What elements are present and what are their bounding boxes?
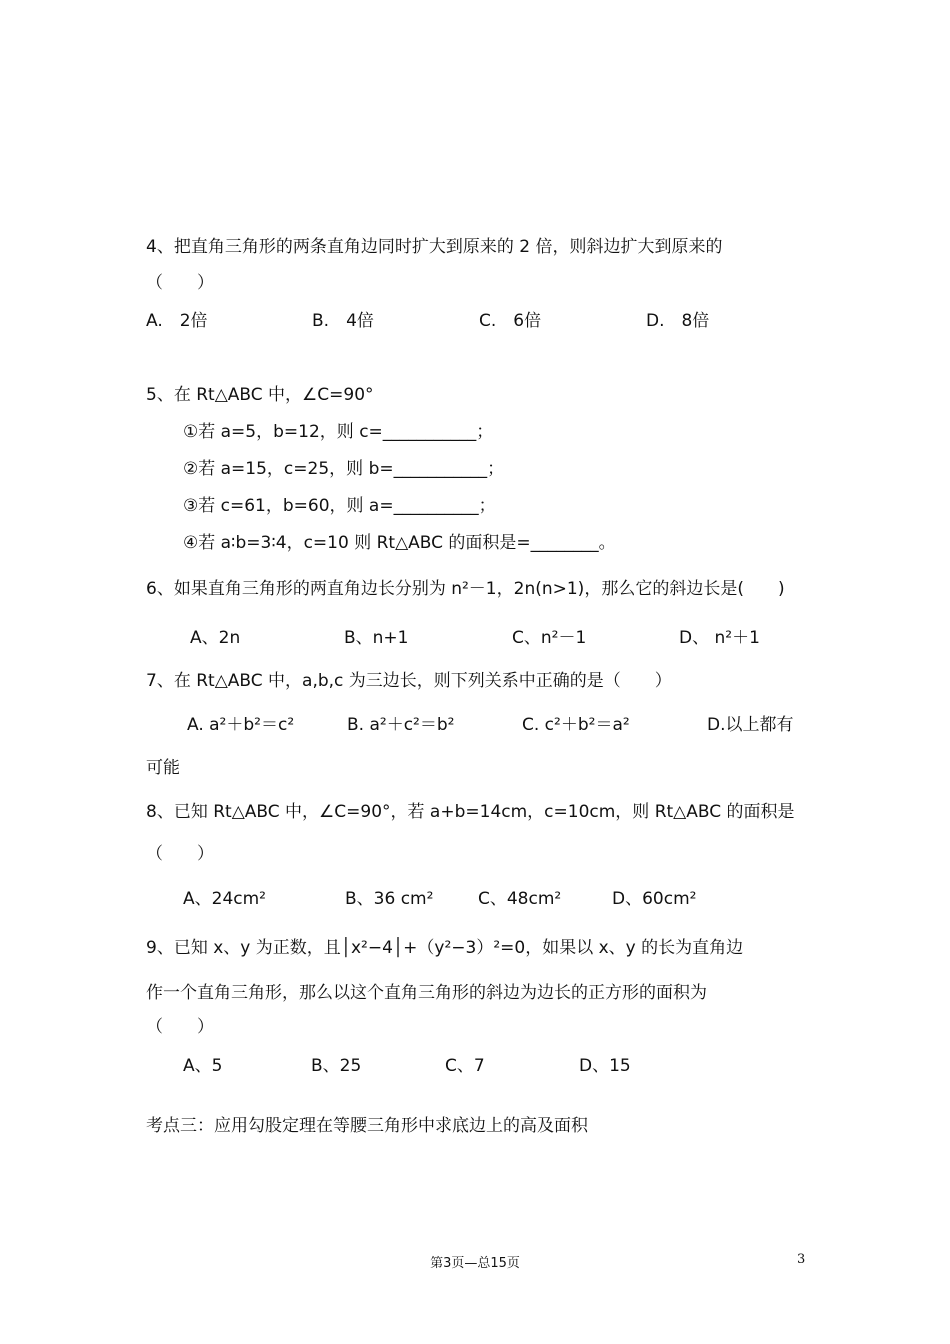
q7-option-c: C. c²＋b²＝a²: [522, 715, 630, 735]
q5-item-3: ③若 c=61，b=60，则 a=__________；: [183, 496, 496, 516]
q5-item-4: ④若 a∶b=3∶4，c=10 则 Rt△ABC 的面积是=________。: [183, 533, 616, 553]
q6-option-b: B、n+1: [344, 628, 409, 648]
q9-option-c: C、7: [445, 1056, 485, 1076]
q8-option-b: B、36 cm²: [345, 889, 434, 909]
section-heading: 考点三：应用勾股定理在等腰三角形中求底边上的高及面积: [146, 1116, 588, 1136]
q7-option-a: A. a²＋b²＝c²: [187, 715, 295, 735]
q4-option-c: C. 6倍: [479, 311, 542, 331]
page-footer: 第3页—总15页: [430, 1256, 520, 1271]
q4-stem: 4、把直角三角形的两条直角边同时扩大到原来的 2 倍，则斜边扩大到原来的: [146, 237, 723, 257]
page-number: 3: [797, 1252, 806, 1267]
q9-stem-line-2: 作一个直角三角形，那么以这个直角三角形的斜边为边长的正方形的面积为: [146, 983, 707, 1003]
q8-option-a: A、24cm²: [183, 889, 266, 909]
q6-stem: 6、如果直角三角形的两直角边长分别为 n²－1，2n(n>1)，那么它的斜边长是( ): [146, 579, 785, 599]
q9-option-d: D、15: [579, 1056, 631, 1076]
q9-option-a: A、5: [183, 1056, 223, 1076]
q5-stem: 5、在 Rt△ABC 中，∠C=90°: [146, 385, 374, 405]
q7-stem: 7、在 Rt△ABC 中，a,b,c 为三边长，则下列关系中正确的是（ ）: [146, 671, 672, 691]
q9-option-b: B、25: [311, 1056, 362, 1076]
q5-item-1: ①若 a=5，b=12，则 c=___________；: [183, 422, 494, 442]
q7-option-d-continuation: 可能: [146, 758, 180, 778]
q5-item-2: ②若 a=15，c=25，则 b=___________；: [183, 459, 505, 479]
q9-answer-blank: （ ）: [146, 1017, 214, 1037]
q6-option-a: A、2n: [190, 628, 241, 648]
q4-option-a: A. 2倍: [146, 311, 208, 331]
q7-option-b: B. a²＋c²＝b²: [347, 715, 455, 735]
q6-option-d: D、 n²＋1: [679, 628, 760, 648]
q4-option-b: B. 4倍: [312, 311, 374, 331]
q9-stem: 9、已知 x、y 为正数，且│x²−4│+（y²−3）²=0，如果以 x、y 的长为直角边: [146, 938, 744, 958]
q7-option-d: D.以上都有: [707, 715, 794, 735]
q4-option-d: D. 8倍: [646, 311, 710, 331]
q6-option-c: C、n²－1: [512, 628, 587, 648]
q8-answer-blank: （ ）: [146, 844, 214, 864]
q4-answer-blank: （ ）: [146, 273, 214, 293]
q8-option-c: C、48cm²: [478, 889, 562, 909]
q8-stem: 8、已知 Rt△ABC 中，∠C=90°，若 a+b=14cm，c=10cm，则 Rt△ABC 的面积是: [146, 802, 795, 822]
q8-option-d: D、60cm²: [612, 889, 697, 909]
